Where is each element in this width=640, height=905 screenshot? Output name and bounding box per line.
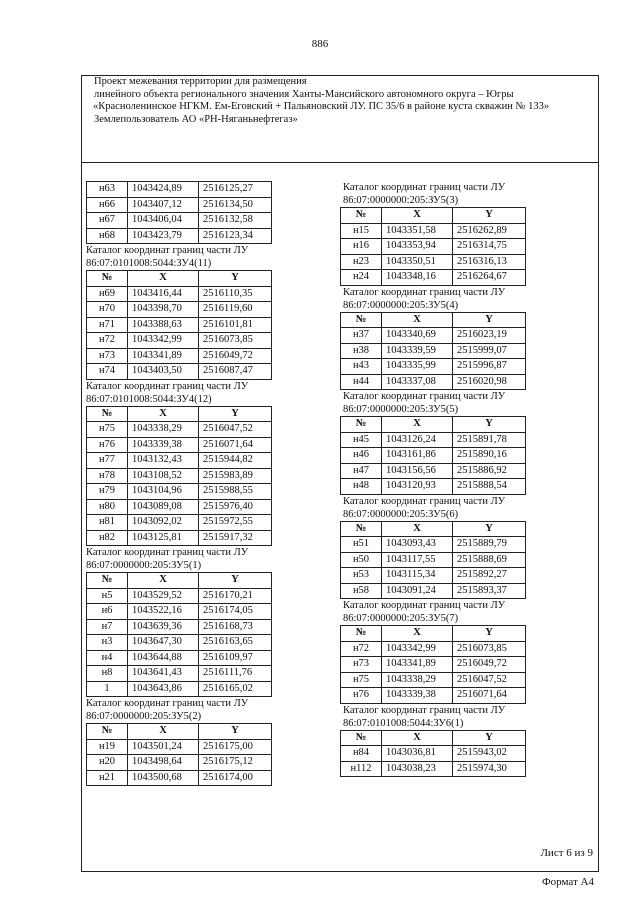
header-line: Землепользователь АО «РН-Няганьнефтегаз» [94,114,298,126]
table-row [341,552,526,568]
column-header-x: X [382,312,453,328]
paper-format: Формат А4 [541,876,594,888]
point-number-cell: н72 [87,333,128,349]
column-header-x: X [128,406,199,422]
table-row [87,182,272,198]
coordinates-table [86,270,272,380]
y-coordinate-cell: 2515893,37 [453,583,526,599]
table-row [341,343,526,359]
x-coordinate-cell: 1043406,04 [128,213,199,229]
point-number-cell: н67 [87,213,128,229]
coordinates-table [340,416,526,495]
point-number-cell: н76 [87,437,128,453]
x-coordinate-cell: 1043501,24 [128,739,199,755]
point-number-cell: н81 [87,515,128,531]
table-header-row [341,626,526,642]
point-number-cell: н3 [87,635,128,651]
table-row [87,681,272,697]
x-coordinate-cell: 1043643,86 [128,681,199,697]
catalog-caption: Каталог координат границ части ЛУ [343,600,506,611]
table-row [87,484,272,500]
x-coordinate-cell: 1043038,23 [382,761,453,777]
y-coordinate-cell: 2516174,05 [199,604,272,620]
column-header-x: X [382,417,453,433]
coordinates-table [86,572,272,697]
catalog-cadastral-number: 86:07:0000000:205:ЗУ5(5) [343,404,459,415]
point-number-cell: н68 [87,228,128,244]
catalog-cadastral-number: 86:07:0000000:205:ЗУ5(7) [343,613,459,624]
y-coordinate-cell: 2516134,50 [199,197,272,213]
x-coordinate-cell: 1043338,29 [128,422,199,438]
column-header-x: X [382,521,453,537]
x-coordinate-cell: 1043341,89 [128,348,199,364]
y-coordinate-cell: 2516132,58 [199,213,272,229]
y-coordinate-cell: 2516049,72 [453,657,526,673]
point-number-cell: н74 [87,364,128,380]
y-coordinate-cell: 2516314,75 [453,239,526,255]
x-coordinate-cell: 1043647,30 [128,635,199,651]
point-number-cell: н5 [87,588,128,604]
column-header-x: X [128,573,199,589]
table-row [87,422,272,438]
table-header-row [341,312,526,328]
point-number-cell: н21 [87,770,128,786]
x-coordinate-cell: 1043093,43 [382,537,453,553]
x-coordinate-cell: 1043341,89 [382,657,453,673]
table-row [87,666,272,682]
x-coordinate-cell: 1043092,02 [128,515,199,531]
table-header-row [87,271,272,287]
point-number-cell: н72 [341,641,382,657]
y-coordinate-cell: 2516175,00 [199,739,272,755]
project-header [94,76,594,127]
column-header-x: X [382,730,453,746]
catalog-block [340,390,526,495]
catalog-cadastral-number: 86:07:0000000:205:ЗУ5(6) [343,508,459,520]
y-coordinate-cell: 2516175,12 [199,755,272,771]
table-row [87,635,272,651]
point-number-cell: н37 [341,328,382,344]
catalog-caption: Каталог координат границ части ЛУ [343,182,506,193]
catalog-caption: Каталог координат границ части ЛУ [343,495,506,507]
table-row [341,223,526,239]
x-coordinate-cell: 1043036,81 [382,746,453,762]
point-number-cell: н84 [341,746,382,762]
point-number-cell: н45 [341,432,382,448]
table-row [341,359,526,375]
coordinates-table [86,406,272,547]
column-header-x: X [128,724,199,740]
column-header-number: № [87,573,128,589]
table-row [87,604,272,620]
table-row [341,746,526,762]
y-coordinate-cell: 2516023,19 [453,328,526,344]
table-row [341,270,526,286]
table-row [341,761,526,777]
point-number-cell: н112 [341,761,382,777]
x-coordinate-cell: 1043337,08 [382,374,453,390]
column-header-y: Y [199,573,272,589]
column-header-number: № [87,271,128,287]
column-header-y: Y [453,626,526,642]
table-row [87,770,272,786]
column-header-x: X [382,626,453,642]
column-header-number: № [87,724,128,740]
coordinates-table [340,207,526,286]
y-coordinate-cell: 2515892,27 [453,568,526,584]
point-number-cell: н44 [341,374,382,390]
x-coordinate-cell: 1043091,24 [382,583,453,599]
x-coordinate-cell: 1043339,59 [382,343,453,359]
column-header-y: Y [199,406,272,422]
y-coordinate-cell: 2516049,72 [199,348,272,364]
table-row [87,515,272,531]
point-number-cell: н80 [87,499,128,515]
table-header-row [341,730,526,746]
y-coordinate-cell: 2515943,02 [453,746,526,762]
y-coordinate-cell: 2516168,73 [199,619,272,635]
x-coordinate-cell: 1043342,99 [128,333,199,349]
column-header-y: Y [453,312,526,328]
column-header-number: № [341,730,382,746]
x-coordinate-cell: 1043500,68 [128,770,199,786]
point-number-cell: н82 [87,530,128,546]
table-row [87,437,272,453]
x-coordinate-cell: 1043339,38 [128,437,199,453]
coordinates-table [340,312,526,391]
y-coordinate-cell: 2516163,65 [199,635,272,651]
catalog-block [340,599,526,704]
point-number-cell: н50 [341,552,382,568]
catalog-caption: Каталог координат границ части ЛУ [86,380,249,392]
x-coordinate-cell: 1043342,99 [382,641,453,657]
table-row [341,641,526,657]
x-coordinate-cell: 1043125,81 [128,530,199,546]
table-row [341,688,526,704]
column-header-y: Y [453,208,526,224]
table-row [341,583,526,599]
table-row [87,333,272,349]
column-header-y: Y [453,521,526,537]
x-coordinate-cell: 1043115,34 [382,568,453,584]
y-coordinate-cell: 2515988,55 [199,484,272,500]
table-row [87,530,272,546]
right-column [340,181,526,777]
table-row [341,479,526,495]
coordinates-table [86,181,272,244]
coordinates-table [340,625,526,704]
table-row [87,650,272,666]
y-coordinate-cell: 2516264,67 [453,270,526,286]
y-coordinate-cell: 2516071,64 [199,437,272,453]
table-row [87,228,272,244]
catalog-block [340,286,526,391]
y-coordinate-cell: 2516047,52 [453,672,526,688]
table-row [87,755,272,771]
catalog-block [340,704,526,778]
y-coordinate-cell: 2516111,76 [199,666,272,682]
point-number-cell: н6 [87,604,128,620]
point-number-cell: н15 [341,223,382,239]
table-row [341,672,526,688]
table-row [87,468,272,484]
y-coordinate-cell: 2515888,69 [453,552,526,568]
point-number-cell: н16 [341,239,382,255]
table-row [341,568,526,584]
x-coordinate-cell: 1043639,36 [128,619,199,635]
catalog-block [86,380,272,547]
column-header-x: X [382,208,453,224]
catalog-caption: Каталог координат границ части ЛУ [343,286,506,298]
y-coordinate-cell: 2516109,97 [199,650,272,666]
x-coordinate-cell: 1043351,58 [382,223,453,239]
y-coordinate-cell: 2515996,87 [453,359,526,375]
header-line: Проект межевания территории для размещения [94,76,307,87]
column-header-number: № [341,521,382,537]
table-row [87,302,272,318]
point-number-cell: н47 [341,463,382,479]
x-coordinate-cell: 1043644,88 [128,650,199,666]
catalog-caption: Каталог координат границ части ЛУ [86,547,249,558]
point-number-cell: н43 [341,359,382,375]
point-number-cell: н38 [341,343,382,359]
point-number-cell: н23 [341,254,382,270]
y-coordinate-cell: 2516170,21 [199,588,272,604]
x-coordinate-cell: 1043156,56 [382,463,453,479]
x-coordinate-cell: 1043089,08 [128,499,199,515]
catalog-cadastral-number: 86:07:0101008:5044:ЗУ4(12) [86,393,212,405]
table-row [341,239,526,255]
x-coordinate-cell: 1043529,52 [128,588,199,604]
catalog-caption: Каталог координат границ части ЛУ [86,245,249,256]
y-coordinate-cell: 2516073,85 [453,641,526,657]
x-coordinate-cell: 1043126,24 [382,432,453,448]
table-row [341,328,526,344]
y-coordinate-cell: 2515889,79 [453,537,526,553]
column-header-y: Y [199,724,272,740]
table-row [87,453,272,469]
x-coordinate-cell: 1043498,64 [128,755,199,771]
table-row [87,348,272,364]
y-coordinate-cell: 2515999,07 [453,343,526,359]
left-column [86,181,272,786]
page-number: 886 [311,38,329,50]
y-coordinate-cell: 2516073,85 [199,333,272,349]
point-number-cell: н4 [87,650,128,666]
y-coordinate-cell: 2516165,02 [199,681,272,697]
x-coordinate-cell: 1043104,96 [128,484,199,500]
header-line: «Красноленинское НГКМ. Ем-Еговский + Пальяновский ЛУ. ПС 35/6 в районе куста скважин № 133» [93,101,550,113]
x-coordinate-cell: 1043120,93 [382,479,453,495]
header-divider [81,162,598,163]
table-row [341,537,526,553]
y-coordinate-cell: 2515976,40 [199,499,272,515]
point-number-cell: н7 [87,619,128,635]
catalog-block [340,495,526,600]
y-coordinate-cell: 2516087,47 [199,364,272,380]
table-header-row [341,208,526,224]
point-number-cell: н75 [341,672,382,688]
coordinates-table [340,730,526,778]
x-coordinate-cell: 1043340,69 [382,328,453,344]
x-coordinate-cell: 1043339,38 [382,688,453,704]
point-number-cell: н46 [341,448,382,464]
catalog-caption: Каталог координат границ части ЛУ [86,698,249,709]
x-coordinate-cell: 1043117,55 [382,552,453,568]
x-coordinate-cell: 1043388,63 [128,317,199,333]
x-coordinate-cell: 1043350,51 [382,254,453,270]
catalog-block [86,244,272,380]
y-coordinate-cell: 2516071,64 [453,688,526,704]
x-coordinate-cell: 1043108,52 [128,468,199,484]
y-coordinate-cell: 2516125,27 [199,182,272,198]
sheet-counter: Лист 6 из 9 [540,847,593,859]
table-header-row [87,724,272,740]
y-coordinate-cell: 2516020,98 [453,374,526,390]
point-number-cell: н69 [87,286,128,302]
table-row [87,619,272,635]
table-row [87,588,272,604]
x-coordinate-cell: 1043132,43 [128,453,199,469]
x-coordinate-cell: 1043338,29 [382,672,453,688]
column-header-number: № [341,417,382,433]
x-coordinate-cell: 1043423,79 [128,228,199,244]
x-coordinate-cell: 1043416,44 [128,286,199,302]
point-number-cell: н79 [87,484,128,500]
table-row [341,254,526,270]
catalog-block [340,181,526,286]
point-number-cell: н24 [341,270,382,286]
point-number-cell: н77 [87,453,128,469]
y-coordinate-cell: 2516047,52 [199,422,272,438]
point-number-cell: н53 [341,568,382,584]
catalog-cadastral-number: 86:07:0000000:205:ЗУ5(3) [343,195,459,206]
table-row [87,197,272,213]
y-coordinate-cell: 2516316,13 [453,254,526,270]
table-header-row [341,521,526,537]
catalog-cadastral-number: 86:07:0000000:205:ЗУ5(4) [343,299,459,311]
point-number-cell: н78 [87,468,128,484]
point-number-cell: н73 [87,348,128,364]
table-row [87,286,272,302]
y-coordinate-cell: 2516123,34 [199,228,272,244]
table-row [341,657,526,673]
column-header-number: № [341,626,382,642]
y-coordinate-cell: 2516110,35 [199,286,272,302]
y-coordinate-cell: 2515891,78 [453,432,526,448]
table-row [341,463,526,479]
y-coordinate-cell: 2516174,00 [199,770,272,786]
catalog-cadastral-number: 86:07:0101008:5044:ЗУ6(1) [343,717,464,729]
y-coordinate-cell: 2515974,30 [453,761,526,777]
table-row [341,432,526,448]
column-header-y: Y [453,417,526,433]
x-coordinate-cell: 1043403,50 [128,364,199,380]
y-coordinate-cell: 2515917,32 [199,530,272,546]
table-header-row [87,573,272,589]
y-coordinate-cell: 2515888,54 [453,479,526,495]
point-number-cell: н70 [87,302,128,318]
point-number-cell: н8 [87,666,128,682]
catalog-caption: Каталог координат границ части ЛУ [343,391,506,402]
point-number-cell: н20 [87,755,128,771]
y-coordinate-cell: 2515944,82 [199,453,272,469]
point-number-cell: н58 [341,583,382,599]
point-number-cell: н76 [341,688,382,704]
point-number-cell: н73 [341,657,382,673]
y-coordinate-cell: 2516262,89 [453,223,526,239]
catalog-caption: Каталог координат границ части ЛУ [343,704,506,716]
x-coordinate-cell: 1043398,70 [128,302,199,318]
point-number-cell: н48 [341,479,382,495]
column-header-number: № [341,208,382,224]
catalog-cadastral-number: 86:07:0000000:205:ЗУ5(1) [86,560,202,571]
x-coordinate-cell: 1043424,89 [128,182,199,198]
y-coordinate-cell: 2516101,81 [199,317,272,333]
column-header-x: X [128,271,199,287]
point-number-cell: н71 [87,317,128,333]
coordinates-table [86,723,272,786]
catalog-block [86,546,272,697]
table-header-row [341,417,526,433]
table-row [341,448,526,464]
point-number-cell: н51 [341,537,382,553]
column-header-number: № [87,406,128,422]
table-row [87,364,272,380]
x-coordinate-cell: 1043641,43 [128,666,199,682]
x-coordinate-cell: 1043161,86 [382,448,453,464]
point-number-cell: 1 [87,681,128,697]
table-header-row [87,406,272,422]
x-coordinate-cell: 1043335,99 [382,359,453,375]
table-row [341,374,526,390]
x-coordinate-cell: 1043522,16 [128,604,199,620]
table-row [87,317,272,333]
catalog-block [86,697,272,786]
point-number-cell: н66 [87,197,128,213]
point-number-cell: н19 [87,739,128,755]
table-row [87,499,272,515]
y-coordinate-cell: 2515983,89 [199,468,272,484]
coordinates-table [340,521,526,600]
catalog-cadastral-number: 86:07:0101008:5044:ЗУ4(11) [86,258,212,269]
column-header-y: Y [199,271,272,287]
point-number-cell: н63 [87,182,128,198]
y-coordinate-cell: 2515972,55 [199,515,272,531]
table-row [87,213,272,229]
table-row [87,739,272,755]
column-header-number: № [341,312,382,328]
y-coordinate-cell: 2515886,92 [453,463,526,479]
x-coordinate-cell: 1043407,12 [128,197,199,213]
catalog-cadastral-number: 86:07:0000000:205:ЗУ5(2) [86,711,202,722]
header-line: линейного объекта регионального значения Ханты-Мансийского автономного округа – Югры [94,88,514,100]
y-coordinate-cell: 2516119,60 [199,302,272,318]
point-number-cell: н75 [87,422,128,438]
column-header-y: Y [453,730,526,746]
x-coordinate-cell: 1043348,16 [382,270,453,286]
y-coordinate-cell: 2515890,16 [453,448,526,464]
x-coordinate-cell: 1043353,94 [382,239,453,255]
